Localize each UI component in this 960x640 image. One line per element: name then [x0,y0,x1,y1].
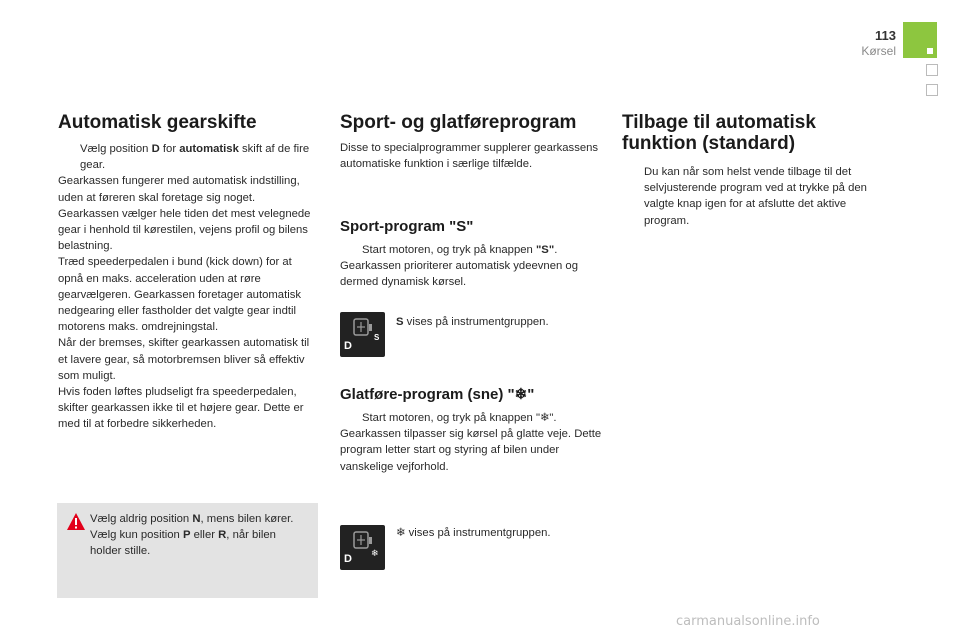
col1-bullet: Vælg position D for automatisk skift af de fire gear. [80,143,310,172]
snow-title: Glatføre-program (sne) "❄" [340,386,535,403]
col2-intro: Disse to specialprogrammer supplerer gearkassens automatiske funktion i særlige tilfælde. [340,142,599,171]
warning-icon [66,512,86,532]
col3-title: Tilbage til automatisk funktion (standard) [622,112,816,154]
snowflake-icon: ❄ [371,549,379,559]
sport-bullet: Start motoren, og tryk på knappen "S". [362,244,558,256]
sport-section [340,218,604,291]
snow-section [340,385,604,475]
col3 [622,112,888,229]
col2-header [340,112,604,172]
chapter-marker-1 [926,64,938,76]
watermark: carmanualsonline.info [676,614,820,629]
warning-box [57,503,318,598]
instrument-gear-icon [340,525,385,570]
display-gear-letter: D [344,553,352,565]
snow-bullet: Start motoren, og tryk på knappen "❄". [362,412,557,424]
col2-title: Sport- og glatføreprogram [340,112,577,133]
snow-instrument-display [340,525,385,570]
display-mode-letter: S [374,333,380,342]
display-gear-letter: D [344,340,352,352]
snow-caption: ❄ vises på instrumentgruppen. [396,527,551,539]
section-name: Kørsel [861,44,896,58]
page-number: 113 [875,28,896,43]
sport-title: Sport-program "S" [340,218,474,235]
sport-body: Gearkassen prioriterer automatisk ydeevnen og dermed dynamisk kørsel. [340,260,578,289]
chapter-marker-2 [926,84,938,96]
tab-marker [927,48,933,54]
sport-caption: S vises på instrumentgruppen. [396,316,549,328]
col1-body: Gearkassen fungerer med automatisk indstilling, uden at føreren skal foretage sig noget. Gearkassen vælger hele tiden det mest velegnede gear i henhold til kørestilen, vejens profil og bilens belastning. Træd speederpedalen i bund (kick down) for at opnå en maks. acceleration uden at røre gearvælgeren. Gearkassen foretager automatisk nedgearing eller fastholder det valgte gear indtil motorens maks. omdrejningstal. Når der bremses, skifter gearkassen automatisk til et lavere gear, så motorbremsen bliver så effektiv som muligt. Hvis foden løftes pludseligt fra speederpedalen, skifter gearkassen ikke til et højere gear. Dette er med til at forbedre sikkerheden. [58,175,311,431]
col1-title: Automatisk gearskifte [58,112,257,133]
snow-body: Gearkassen tilpasser sig kørsel på glatte veje. Dette program letter start og styring af bilen under vanskelige vejforhold. [340,428,602,473]
instrument-gear-icon [340,312,385,357]
warning-text: Vælg aldrig position N, mens bilen kører. Vælg kun position P eller R, når bilen holder stille. [90,513,294,558]
sport-instrument-display [340,312,385,357]
section-tab [903,22,937,58]
col3-bullet: Du kan når som helst vende tilbage til det selvjusterende program ved at trykke på den valgte knap igen for at afslutte det aktive program. [644,166,867,227]
col1 [58,112,314,433]
